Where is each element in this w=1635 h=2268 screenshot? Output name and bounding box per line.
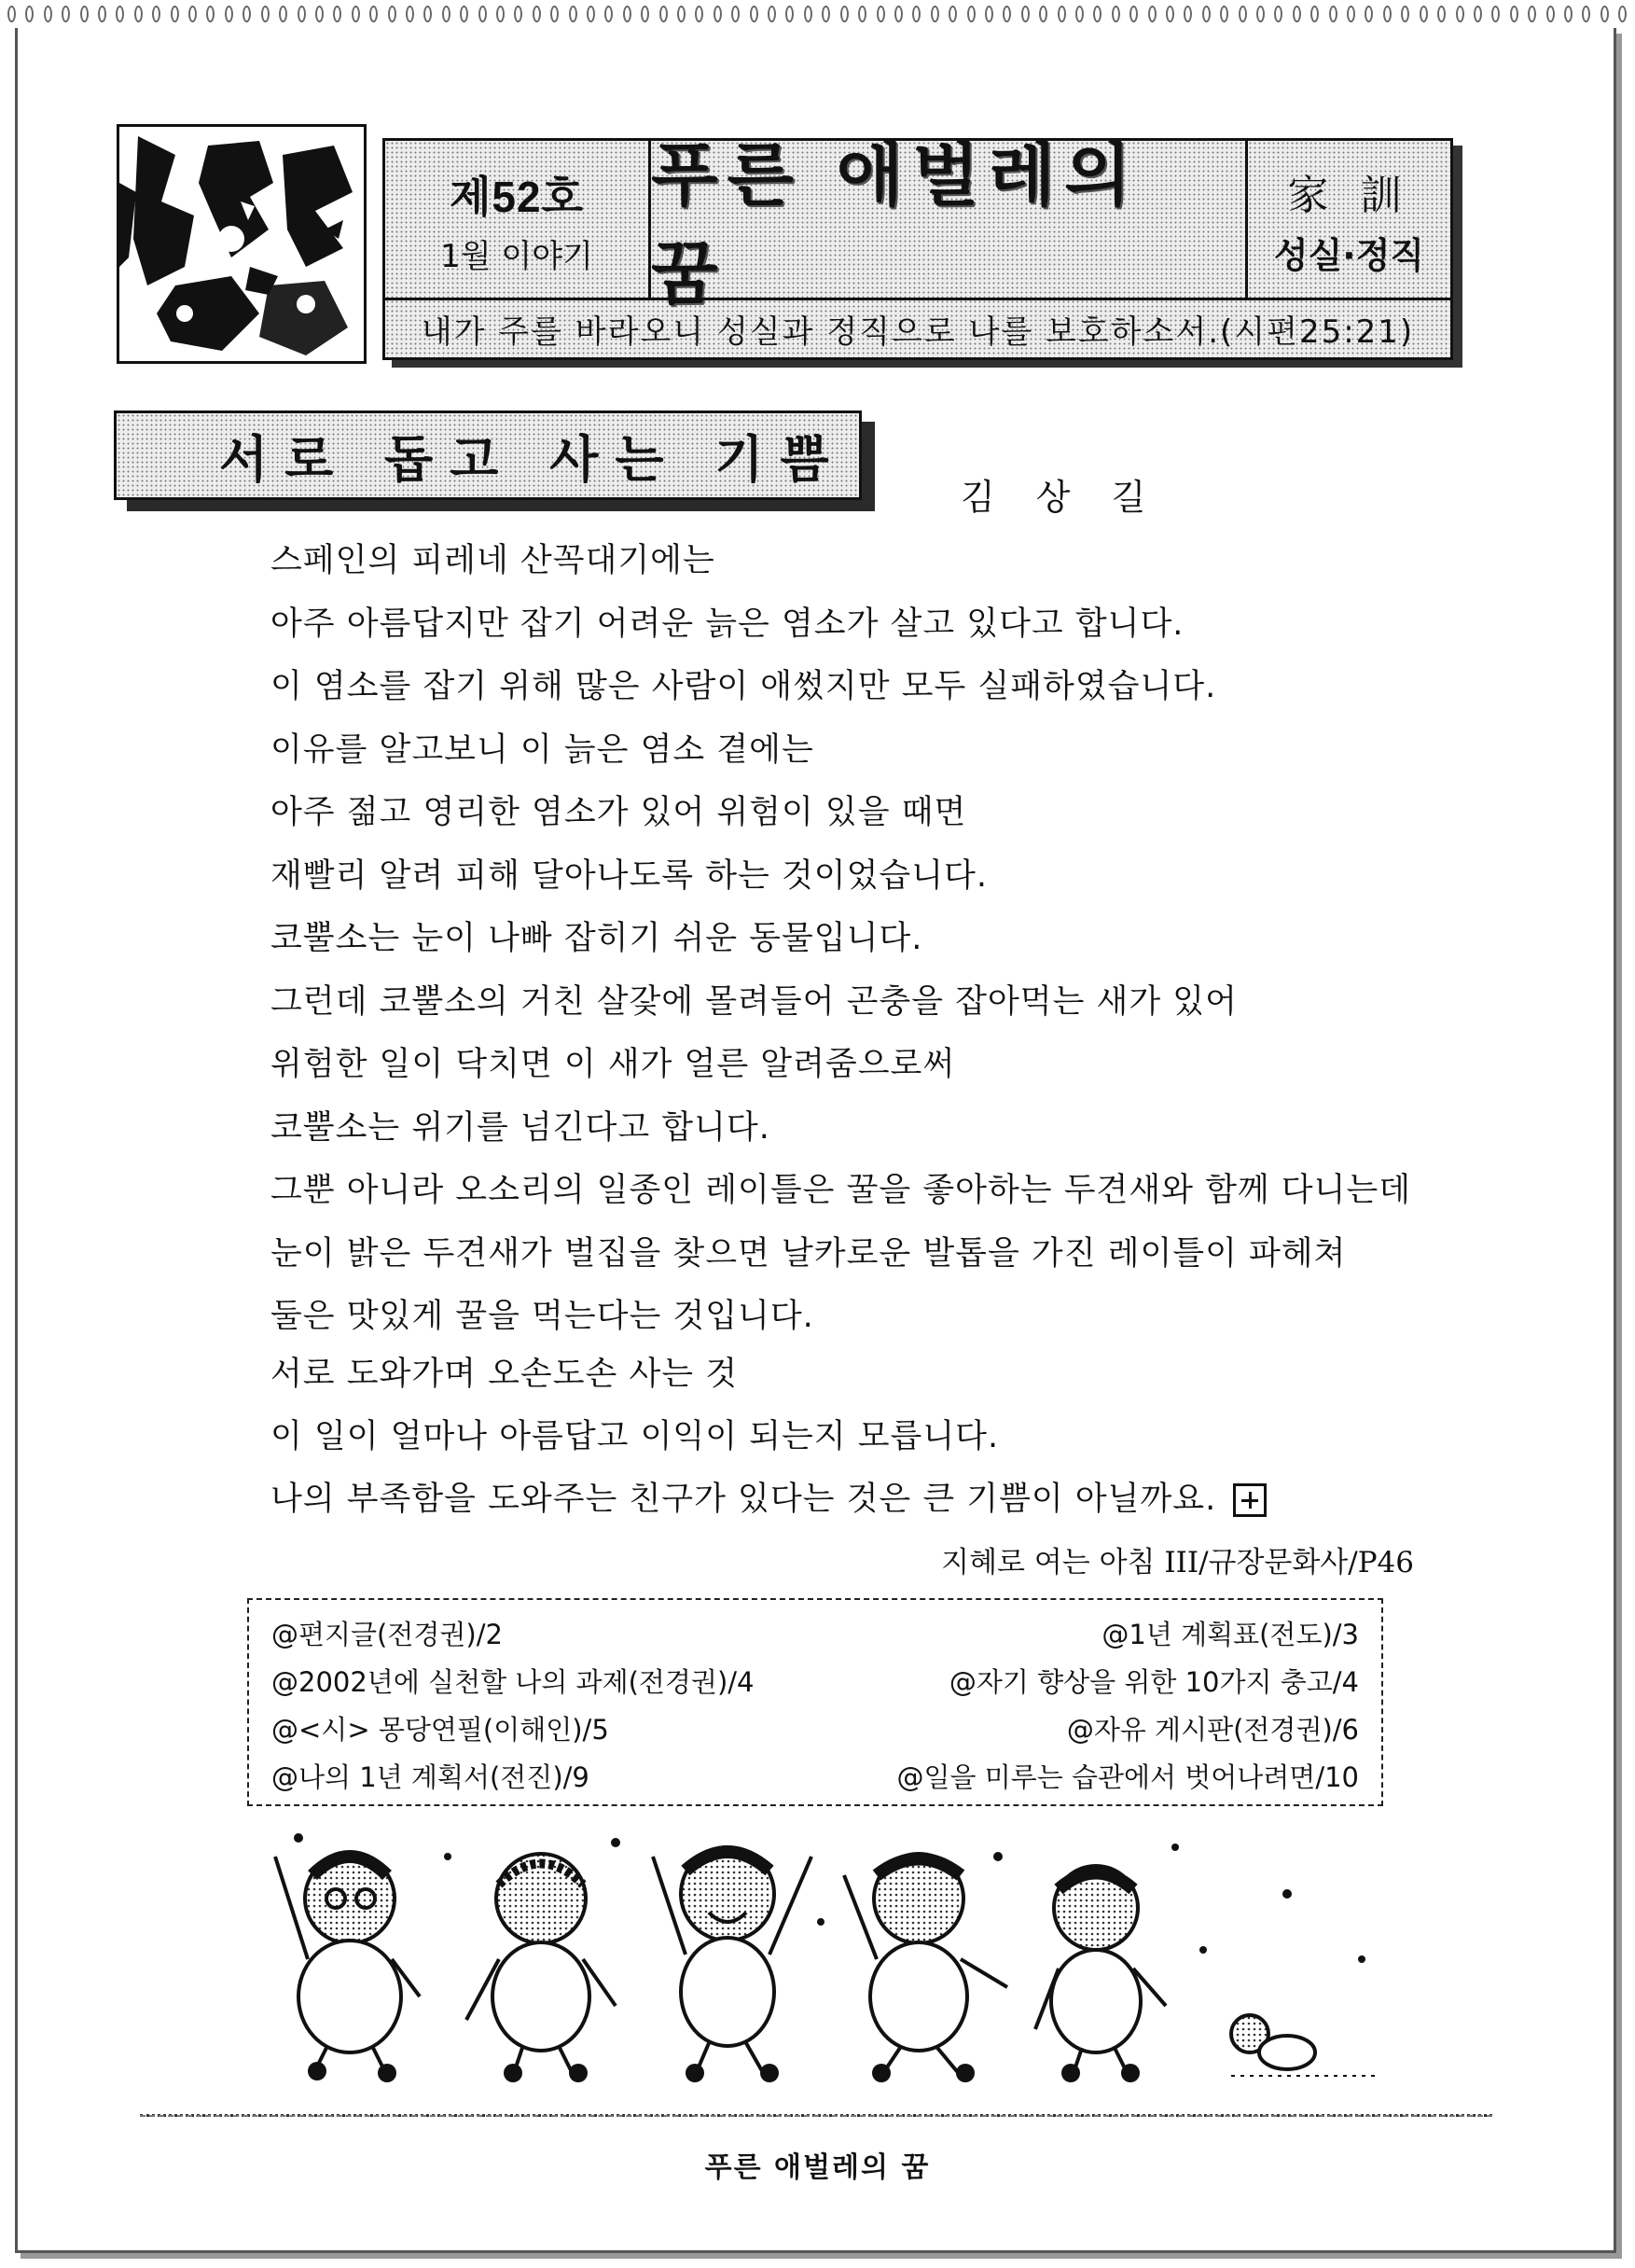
newsletter-header bbox=[382, 135, 1453, 360]
cartoon-snow-figures bbox=[261, 1819, 1399, 2090]
closing-line: 서로 도와가며 오손도손 사는 것 bbox=[270, 1356, 739, 1393]
toc-item[interactable]: @2002년에 실천할 나의 과제(전경권)/4 bbox=[271, 1666, 755, 1698]
body-line: 코뿔소는 눈이 나빠 잡히기 쉬운 동물입니다. bbox=[270, 920, 923, 957]
motto-value: 성실·정직 bbox=[1273, 234, 1425, 276]
spiral-binding bbox=[7, 0, 1628, 28]
motto-label: 家 訓 bbox=[1287, 171, 1411, 219]
footer-title: 푸른 애벌레의 꿈 bbox=[704, 2151, 931, 2184]
toc-item[interactable]: @편지글(전경권)/2 bbox=[271, 1619, 503, 1650]
article-title: 서로 돕고 사는 기쁨 bbox=[219, 429, 846, 489]
toc-item[interactable]: @<시> 몽당연필(이해인)/5 bbox=[271, 1714, 609, 1746]
toc-item[interactable]: @일을 미루는 습관에서 벗어나려면/10 bbox=[896, 1761, 1359, 1793]
body-line: 그런데 코뿔소의 거친 살갗에 몰려들어 곤충을 잡아먹는 새가 있어 bbox=[270, 982, 1238, 1021]
toc-row bbox=[271, 1611, 1359, 1659]
body-line: 이유를 알고보니 이 늙은 염소 곁에는 bbox=[270, 730, 814, 769]
abstract-woodcut-illustration bbox=[119, 127, 364, 361]
toc-row bbox=[271, 1659, 1359, 1706]
article-author: 김 상 길 bbox=[961, 477, 1161, 518]
table-of-contents bbox=[247, 1598, 1383, 1806]
body-line: 코뿔소는 위기를 넘긴다고 합니다. bbox=[270, 1108, 770, 1147]
issue-month: 1월 이야기 bbox=[440, 237, 593, 275]
closing-line-text: 나의 부족함을 도와주는 친구가 있다는 것은 큰 기쁨이 아닐까요. bbox=[270, 1481, 1217, 1518]
snowmen-children-illustration bbox=[261, 1819, 1399, 2090]
article-title-banner bbox=[114, 410, 862, 500]
toc-item[interactable]: @자유 게시판(전경권)/6 bbox=[1066, 1714, 1359, 1746]
toc-item[interactable]: @1년 계획표(전도)/3 bbox=[1102, 1619, 1359, 1650]
article-body bbox=[270, 530, 1520, 1349]
footer-divider bbox=[140, 2104, 1492, 2117]
article-source: 지혜로 여는 아침 III/규장문화사/P46 bbox=[941, 1546, 1414, 1579]
closing-line bbox=[270, 1468, 1520, 1531]
body-line: 이 염소를 잡기 위해 많은 사람이 애썼지만 모두 실패하였습니다. bbox=[270, 668, 1217, 705]
body-line: 스페인의 피레네 산꼭대기에는 bbox=[270, 542, 715, 579]
newsletter-title: 푸른 애벌레의 꿈 bbox=[651, 135, 1141, 314]
body-line: 그뿐 아니라 오소리의 일종인 레이틀은 꿀을 좋아하는 두견새와 함께 다니는데 bbox=[270, 1172, 1412, 1209]
end-mark-icon bbox=[1233, 1483, 1267, 1517]
issue-info bbox=[385, 141, 651, 298]
toc-row bbox=[271, 1706, 1359, 1754]
body-line: 재빨리 알려 피해 달아나도록 하는 것이었습니다. bbox=[270, 856, 988, 895]
closing-line: 이 일이 얼마나 아름답고 이익이 되는지 모릅니다. bbox=[270, 1418, 1000, 1455]
body-line: 아주 아름답지만 잡기 어려운 늙은 염소가 살고 있다고 합니다. bbox=[270, 605, 1185, 643]
family-motto bbox=[1248, 141, 1450, 298]
masthead-woodcut-image bbox=[117, 124, 367, 364]
toc-row bbox=[271, 1754, 1359, 1802]
body-line: 눈이 밝은 두견새가 벌집을 찾으면 날카로운 발톱을 가진 레이틀이 파헤쳐 bbox=[270, 1234, 1347, 1273]
toc-item[interactable]: @자기 향상을 위한 10가지 충고/4 bbox=[949, 1666, 1359, 1698]
body-line: 아주 젊고 영리한 염소가 있어 위험이 있을 때면 bbox=[270, 794, 967, 831]
scripture-verse: 내가 주를 바라오니 성실과 정직으로 나를 보호하소서.(시편25:21) bbox=[385, 298, 1450, 357]
toc-item[interactable]: @나의 1년 계획서(전진)/9 bbox=[271, 1761, 589, 1793]
newsletter-title-cell bbox=[651, 135, 1248, 314]
article-closing bbox=[270, 1343, 1520, 1531]
body-line: 둘은 맛있게 꿀을 먹는다는 것입니다. bbox=[270, 1298, 814, 1335]
body-line: 위험한 일이 닥치면 이 새가 얼른 알려줌으로써 bbox=[270, 1046, 956, 1083]
issue-number: 제52호 bbox=[449, 172, 585, 221]
